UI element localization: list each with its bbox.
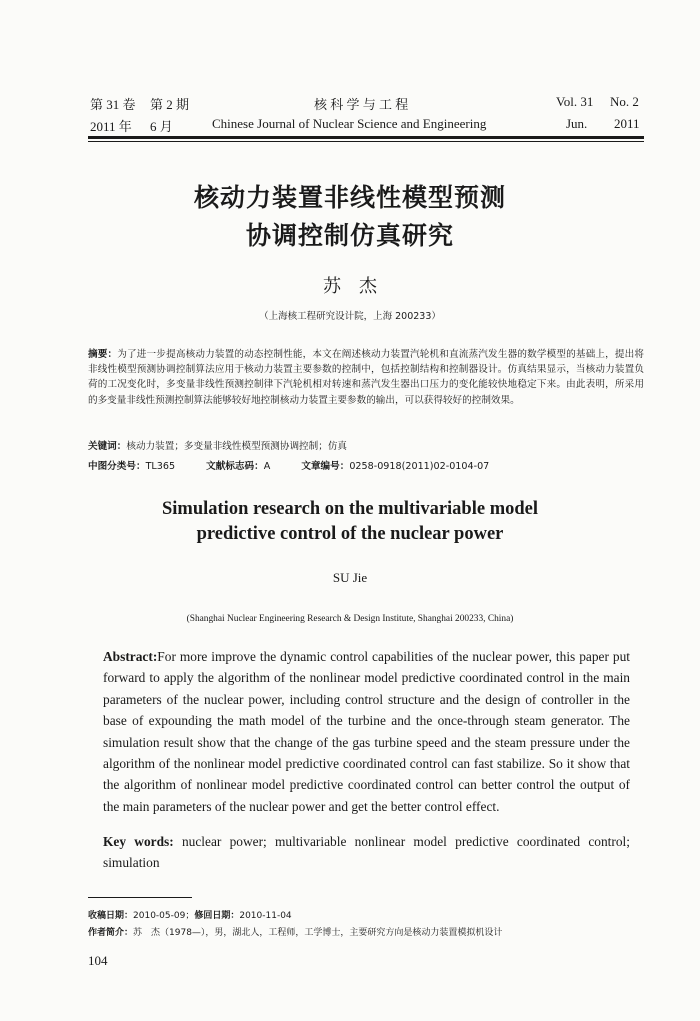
page-number: 104	[88, 953, 108, 968]
en-keywords-text: nuclear power; multivariable nonlinear model predictive coordinated control; simulation	[103, 834, 630, 871]
cn-title-line1: 核动力装置非线性模型预测	[193, 183, 506, 212]
received-label: 收稿日期：	[88, 911, 134, 921]
header-volume-cn: 第 31 卷	[90, 97, 136, 112]
revised-label: 修回日期：	[194, 911, 240, 921]
en-keywords	[103, 831, 630, 874]
header-year-cn: 2011 年	[90, 119, 132, 134]
cn-title-line2: 协调控制仿真研究	[245, 221, 454, 250]
cn-keywords	[88, 439, 644, 454]
clc-value: TL365	[145, 461, 176, 472]
bio-text: 苏 杰（1978—），男，湖北人，工程师，工学博士，主要研究方向是核动力装置模拟机设计	[133, 928, 503, 938]
cn-author: 苏 杰	[323, 276, 377, 297]
cn-abstract-label: 摘要：	[88, 349, 118, 360]
en-keywords-label: Key words:	[103, 834, 174, 849]
doccode-value: A	[263, 461, 271, 472]
en-author: SU Jie	[332, 570, 368, 585]
footnote-dates	[88, 908, 644, 921]
header-volume-en: Vol. 31	[556, 94, 594, 109]
header-year-en: 2011	[614, 116, 640, 131]
header-rule-thick	[88, 136, 644, 139]
cn-abstract	[88, 347, 644, 408]
en-affiliation: (Shanghai Nuclear Engineering Research & Design Institute, Shanghai 200233, China)	[186, 614, 514, 624]
header-rule-thin	[88, 141, 644, 142]
cn-affiliation: （上海核工程研究设计院，上海 200233）	[259, 311, 441, 322]
footnote-author-bio	[88, 925, 644, 938]
en-title-line2: predictive control of the nuclear power	[196, 524, 504, 544]
footnote-rule	[88, 897, 192, 898]
article-no-value: 0258-0918(2011)02-0104-07	[349, 461, 490, 472]
doccode-label: 文献标志码：	[206, 461, 264, 472]
cn-classification-row	[88, 459, 644, 474]
en-title-line1: Simulation research on the multivariable model	[162, 499, 538, 519]
header-issue-cn: 第 2 期	[150, 97, 190, 112]
en-abstract-text: For more improve the dynamic control capabilities of the nuclear power, this paper put forward to apply the algorithm of the nonlinear model predictive coordinated control in the main parameters of the nuclear power, including control structure and the design of controller in the base of expounding the math model of the turbine and the once-through steam generator. The simulation result show that the change of the gas turbine speed and the steam pressure under the algorithm of the nonlinear model predictive coordinated control can fast stabilize. So it show that the algorithm of nonlinear model predictive coordinated control can better control the output of the main parameters of the nuclear power and get the better control effect.	[103, 649, 630, 814]
cn-keywords-label: 关键词：	[88, 441, 127, 452]
header-journal-cn: 核 科 学 与 工 程	[314, 97, 409, 112]
en-abstract	[103, 646, 630, 817]
header-month-cn: 6 月	[150, 119, 173, 134]
cn-abstract-text: 为了进一步提高核动力装置的动态控制性能，本文在阐述核动力装置汽轮机和直流蒸汽发生器的数学模型的基础上，提出将非线性模型预测协调控制算法应用于核动力装置主要参数的控制中，包括控制结构和控制器设计。仿真结果显示，当核动力装置负荷的工况变化时，多变量非线性预测控制律下汽轮机相对转速和蒸汽发生器出口压力的变化能较快地稳定下来。由此表明，所采用的多变量非线性预测控制算法能够较好地控制核动力装置主要参数的输出，可以获得较好的控制效果。	[88, 349, 645, 406]
header-month-en: Jun.	[566, 116, 588, 131]
header-issue-en: No. 2	[610, 94, 639, 109]
en-abstract-label: Abstract:	[103, 649, 158, 664]
bio-label: 作者简介：	[88, 928, 134, 938]
revised-date: 2010-11-04	[239, 911, 292, 921]
received-date: 2010-05-09；	[133, 911, 195, 921]
header-journal-en: Chinese Journal of Nuclear Science and Engineering	[212, 116, 487, 131]
article-no-label: 文章编号：	[301, 461, 350, 472]
cn-keywords-text: 核动力装置；多变量非线性模型预测协调控制；仿真	[126, 441, 348, 452]
clc-label: 中图分类号：	[88, 461, 146, 472]
